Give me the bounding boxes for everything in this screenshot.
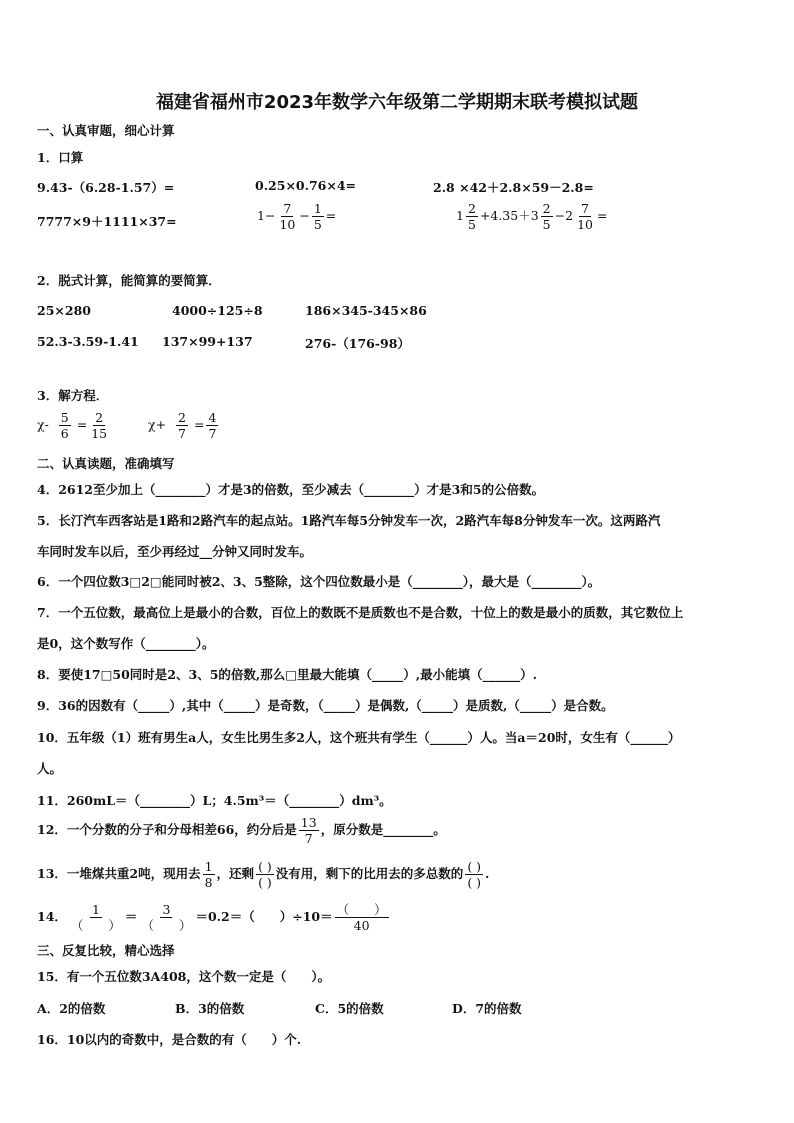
q15-option-b[interactable]: B．3的倍数 bbox=[175, 1001, 245, 1016]
q3-equation-2: χ+ $\frac{2}{7}$ = $\frac{4}{7}$ bbox=[148, 410, 217, 441]
fraction: $\frac{2}{5}$ bbox=[542, 201, 551, 232]
question-7-line-2: 是0，这个数写作（________）。 bbox=[37, 636, 215, 651]
q1-expr-4: 7777×9＋1111×37= bbox=[37, 214, 177, 229]
question-10-line-1: 10．五年级（1）班有男生a人，女生比男生多2人，这个班共有学生（______）人。当a＝20时，女生有（______） bbox=[37, 730, 681, 745]
question-10-line-2: 人。 bbox=[37, 761, 63, 776]
question-7-line-1: 7．一个五位数，最高位上是最小的合数，百位上的数既不是质数也不是合数，十位上的数是最小的质数，其它数位上 bbox=[37, 605, 684, 620]
question-8: 8．要使17□50同时是2、3、5的倍数,那么□里最大能填（_____）,最小能填（______）. bbox=[37, 667, 538, 682]
fraction: $\frac{7}{10}$ bbox=[577, 201, 593, 232]
question-15: 15．有一个五位数3A408，这个数一定是（ ）。 bbox=[37, 969, 331, 984]
question-11: 11．260mL＝（________）L；4.5m³＝（________）dm³。 bbox=[37, 793, 392, 808]
question-14: 14． $\frac{1}{( )}$ ＝ $\frac{3}{( )}$ ＝0.2＝（ ）÷10＝ $\frac{( )}{40}$ bbox=[37, 902, 387, 933]
fraction: $\frac{1}{( )}$ bbox=[70, 902, 121, 933]
section-3-heading: 三、反复比较，精心选择 bbox=[37, 943, 175, 958]
q1-expr-5: 1− $\frac{7}{10}$ − $\frac{1}{5}$ = bbox=[257, 201, 337, 232]
fraction: $\frac{13}{7}$ bbox=[300, 815, 317, 846]
question-1-heading: 1．口算 bbox=[37, 150, 84, 165]
question-6: 6．一个四位数3□2□能同时被2、3、5整除，这个四位数最小是（________），最大是（________）。 bbox=[37, 574, 601, 589]
fraction: $\frac{2}{15}$ bbox=[91, 410, 108, 441]
fraction: $\frac{( )}{40}$ bbox=[336, 902, 387, 933]
fraction: $\frac{1}{8}$ bbox=[204, 859, 213, 890]
q2-expr-3: 186×345-345×86 bbox=[305, 303, 427, 318]
fraction: $\frac{4}{7}$ bbox=[208, 410, 217, 441]
question-4: 4．2612至少加上（________）才是3的倍数，至少减去（________）才是3和5的公倍数。 bbox=[37, 482, 545, 497]
q2-expr-6: 276-（176-98） bbox=[305, 336, 410, 351]
section-2-heading: 二、认真读题，准确填写 bbox=[37, 456, 175, 471]
q2-expr-2: 4000÷125÷8 bbox=[172, 303, 263, 318]
question-9: 9．36的因数有（_____）,其中（_____）是奇数，（_____）是偶数,（_____）是质数,（_____）是合数。 bbox=[37, 698, 614, 713]
q1-expr-3: 2.8 ×42＋2.8×59－2.8= bbox=[433, 180, 594, 195]
q1-expr-2: 0.25×0.76×4= bbox=[255, 178, 357, 193]
question-16: 16．10以内的奇数中，是合数的有（ ）个. bbox=[37, 1032, 302, 1047]
fraction: $\frac{7}{10}$ bbox=[279, 201, 296, 232]
q1-expr-1: 9.43-（6.28-1.57）= bbox=[37, 180, 175, 195]
question-3-heading: 3．解方程． bbox=[37, 388, 109, 403]
q15-option-d[interactable]: D．7的倍数 bbox=[452, 1001, 522, 1016]
fraction: $\frac{2}{7}$ bbox=[178, 410, 186, 441]
q2-expr-5: 137×99+137 bbox=[162, 334, 253, 349]
page-title: 福建省福州市2023年数学六年级第二学期期末联考模拟试题 bbox=[155, 92, 639, 113]
question-5-line-1: 5．长汀汽车西客站是1路和2路汽车的起点站。1路汽车每5分钟发车一次，2路汽车每8分钟发车一次。这两路汽 bbox=[37, 513, 661, 528]
fraction: $\frac{2}{5}$ bbox=[467, 201, 476, 232]
fraction: $\frac{3}{( )}$ bbox=[141, 902, 192, 933]
q1-expr-6: 1 $\frac{2}{5}$ +4.35＋3 $\frac{2}{5}$ −2 $\frac{7}{10}$ = bbox=[456, 201, 608, 232]
question-5-line-2: 车同时发车以后，至少再经过__分钟又同时发车。 bbox=[37, 544, 313, 559]
blank-fraction: $\frac{( )}{( )}$ bbox=[258, 859, 272, 890]
q3-equation-1: χ- $\frac{5}{6}$ = $\frac{2}{15}$ bbox=[37, 410, 108, 441]
fraction: $\frac{1}{5}$ bbox=[313, 201, 322, 232]
q2-expr-4: 52.3-3.59-1.41 bbox=[37, 334, 139, 349]
question-12: 12．一个分数的分子和分母相差66，约分后是 $\frac{13}{7}$ ，原分数是________。 bbox=[37, 815, 446, 846]
q15-option-c[interactable]: C．5的倍数 bbox=[315, 1001, 384, 1016]
blank-fraction: $\frac{( )}{( )}$ bbox=[467, 859, 482, 890]
fraction: $\frac{5}{6}$ bbox=[60, 410, 69, 441]
question-13: 13．一堆煤共重2吨，现用去 $\frac{1}{8}$ ，还剩 $\frac{( )}{( )}$ 没有用，剩下的比用去的多总数的 $\frac{( )}{( )}$ . bbox=[37, 859, 490, 890]
q2-expr-1: 25×280 bbox=[37, 303, 91, 318]
question-2-heading: 2．脱式计算，能简算的要简算． bbox=[37, 273, 221, 288]
section-1-heading: 一、认真审题，细心计算 bbox=[37, 123, 175, 138]
q15-option-a[interactable]: A．2的倍数 bbox=[37, 1001, 106, 1016]
